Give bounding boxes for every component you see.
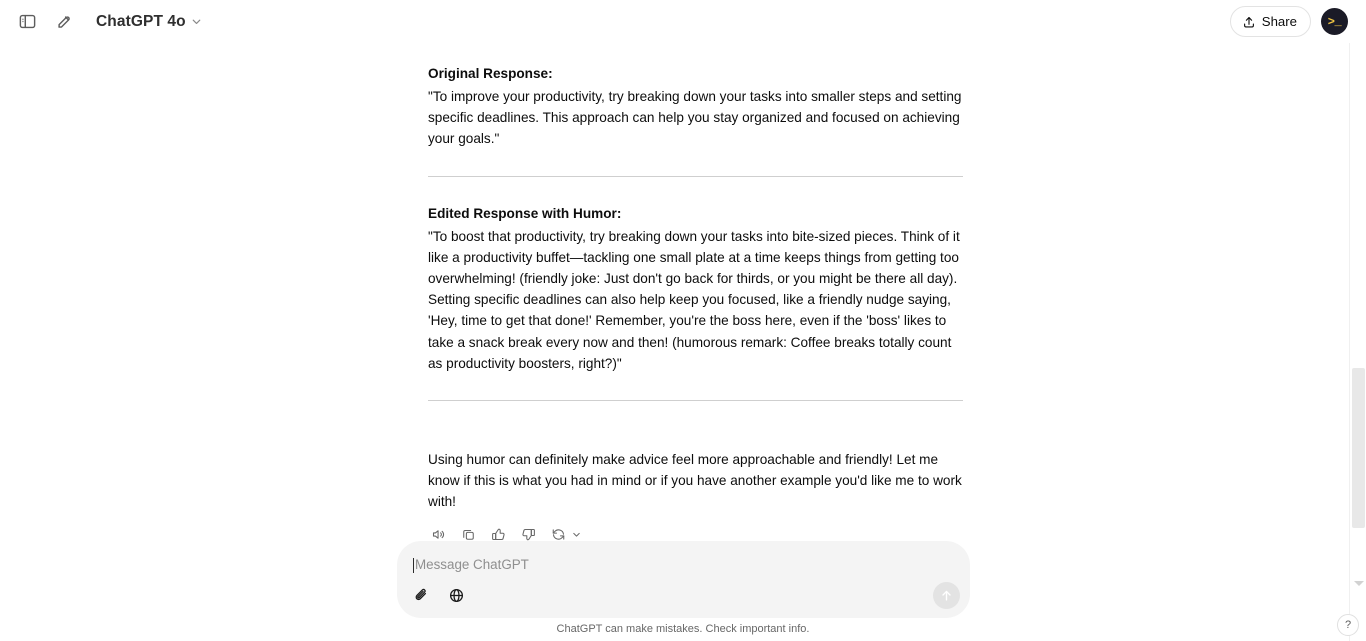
composer-container — [397, 541, 970, 618]
response-block-edited — [428, 203, 964, 374]
composer-tool-group — [409, 583, 468, 607]
read-aloud-icon — [431, 527, 446, 542]
avatar[interactable] — [1321, 8, 1348, 35]
composer-placeholder: Message ChatGPT — [415, 557, 529, 572]
sidebar-toggle-button[interactable] — [12, 7, 42, 37]
response-block-original — [428, 63, 964, 150]
help-button[interactable]: ? — [1337, 614, 1359, 636]
upload-icon — [1242, 15, 1256, 29]
spacer — [428, 427, 964, 449]
globe-icon — [448, 587, 465, 604]
pencil-square-icon — [55, 12, 74, 31]
scroll-down-arrow-icon[interactable] — [1354, 581, 1364, 586]
thumbs-up-icon — [491, 527, 506, 542]
copy-icon — [461, 527, 476, 542]
assistant-message — [428, 63, 964, 545]
thumbs-down-icon — [521, 527, 536, 542]
sidebar-panel-icon — [18, 12, 37, 31]
disclaimer-text: ChatGPT can make mistakes. Check important info. — [556, 623, 810, 635]
composer-input-row[interactable] — [413, 555, 954, 575]
model-selector[interactable] — [88, 7, 211, 37]
chevron-down-icon — [190, 15, 203, 28]
share-label: Share — [1261, 14, 1297, 29]
paperclip-icon — [413, 587, 430, 604]
web-search-button[interactable] — [444, 583, 468, 607]
closing-paragraph: Using humor can definitely make advice feel more approachable and friendly! Let me know if this is what you had in mind or if you have another example you'd like me to work with! — [428, 452, 962, 510]
original-response-heading: Original Response: — [428, 66, 553, 81]
model-name-label: ChatGPT 4o — [96, 12, 186, 30]
header-right-group — [1230, 6, 1366, 37]
edited-response-heading: Edited Response with Humor: — [428, 205, 622, 221]
regenerate-icon — [551, 527, 566, 542]
vertical-scrollbar[interactable] — [1349, 43, 1366, 641]
section-divider — [428, 176, 963, 177]
message-composer[interactable] — [397, 541, 970, 618]
send-message-button[interactable] — [933, 582, 960, 609]
message-thread — [428, 43, 964, 545]
section-divider — [428, 400, 963, 401]
new-chat-button[interactable] — [49, 7, 79, 37]
top-header-bar — [0, 0, 1366, 43]
text-caret — [413, 558, 414, 573]
arrow-up-icon — [939, 588, 954, 603]
edited-response-text: "To boost that productivity, try breaking down your tasks into bite-sized pieces. Think of it like a productivity buffet—tackling one small plate at a time keeps things from getting too overwhelming! (friendly joke: Just don't go back for thirds, or you might be there all day). Setting specific deadlines can also help keep you focused, like a friendly nudge saying, 'Hey, time to get that done!' Remember, you're the boss here, even if the 'boss' likes to take a snack break every now and then! (humorous remark: Coffee breaks totally count as productivity boosters, right?)" — [428, 228, 960, 371]
avatar-glyph: >_ — [1327, 14, 1342, 29]
scrollbar-thumb[interactable] — [1352, 368, 1365, 528]
share-button[interactable] — [1230, 6, 1311, 37]
header-left-group — [0, 7, 211, 37]
original-response-text: "To improve your productivity, try breaking down your tasks into smaller steps and setting specific deadlines. This approach can help you stay organized and focused on achieving your goals." — [428, 89, 962, 147]
attach-file-button[interactable] — [409, 583, 433, 607]
chevron-down-icon — [571, 529, 582, 540]
